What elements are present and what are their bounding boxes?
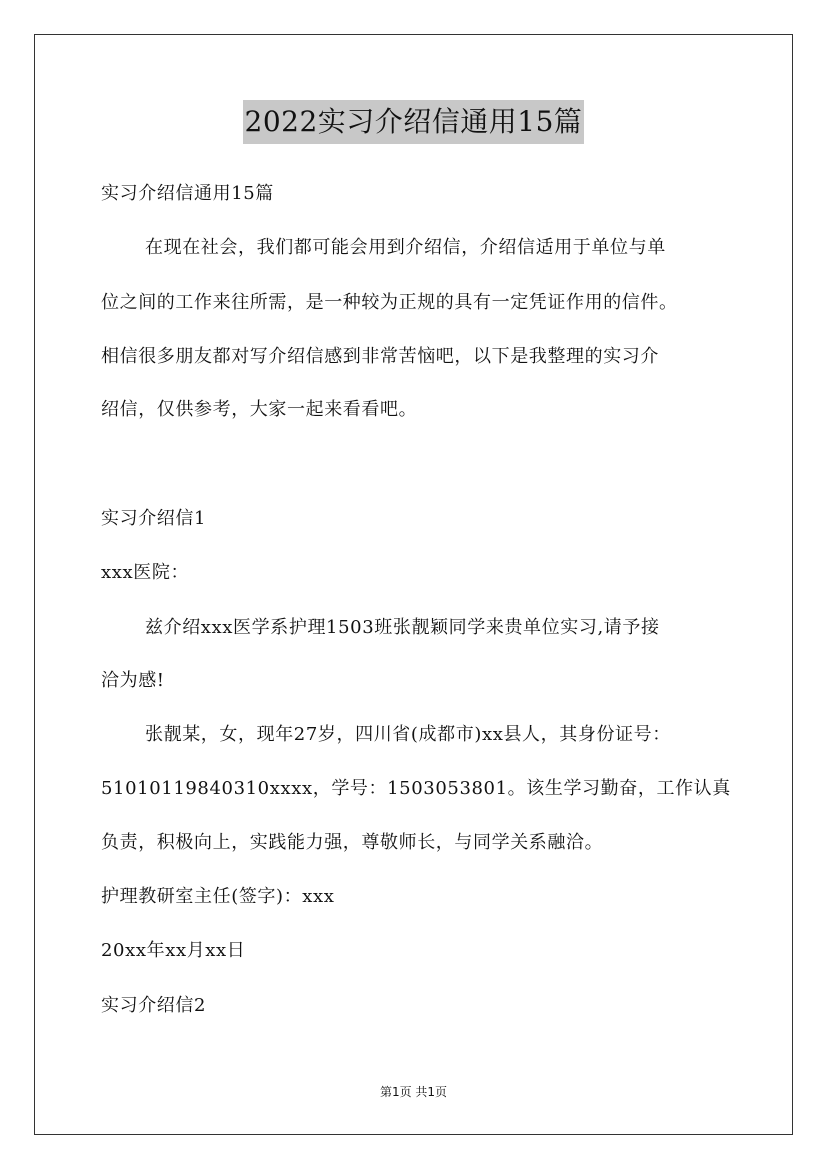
document-subtitle: 实习介绍信通用15篇 xyxy=(101,183,274,204)
document-title: 2022实习介绍信通用15篇 xyxy=(243,100,585,144)
page-footer: 第1页 共1页 xyxy=(379,1085,448,1099)
intro-line-4: 绍信，仅供参考，大家一起来看看吧。 xyxy=(101,399,418,420)
letter1-salutation: xxx医院： xyxy=(101,562,190,583)
intro-line-1: 在现在社会，我们都可能会用到介绍信，介绍信适用于单位与单 xyxy=(145,237,666,258)
intro-line-3: 相信很多朋友都对写介绍信感到非常苦恼吧，以下是我整理的实习介 xyxy=(101,346,659,367)
intro-line-2: 位之间的工作来往所需，是一种较为正规的具有一定凭证作用的信件。 xyxy=(101,292,678,313)
letter1-heading: 实习介绍信1 xyxy=(101,508,207,529)
letter1-body2-line-2: 51010119840310xxxx，学号：1503053801。该生学习勤奋，工作认真 xyxy=(101,778,731,799)
letter1-body1-line-2: 洽为感! xyxy=(101,670,165,691)
title-container xyxy=(0,100,827,144)
letter1-body2-line-1: 张靓某，女，现年27岁，四川省(成都市)xx县人，其身份证号： xyxy=(145,724,671,745)
letter1-body1-line-1: 兹介绍xxx医学系护理1503班张靓颖同学来贵单位实习,请予接 xyxy=(145,617,660,638)
letter1-date: 20xx年xx月xx日 xyxy=(101,940,246,961)
letter1-body2-line-3: 负责，积极向上，实践能力强，尊敬师长，与同学关系融洽。 xyxy=(101,832,604,853)
letter2-heading: 实习介绍信2 xyxy=(101,995,207,1016)
letter1-signature: 护理教研室主任(签字)：xxx xyxy=(101,886,335,907)
